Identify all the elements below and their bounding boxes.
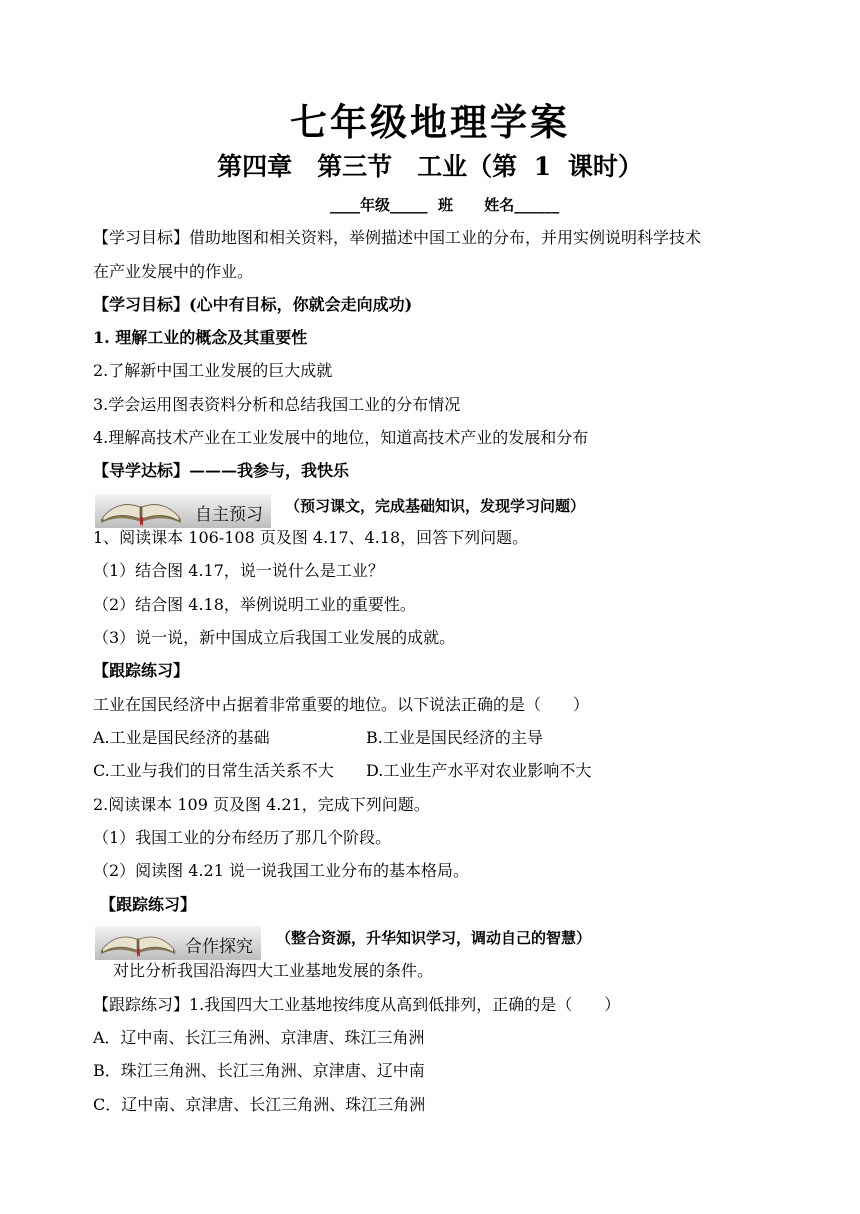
option-d: D.工业生产水平对农业影响不大 [366, 761, 592, 780]
chapter-subtitle: 第四章 第三节 工业（第 1 课时） [217, 152, 643, 181]
cooperation-banner [95, 926, 261, 960]
objective-item: 4.理解高技术产业在工业发展中的地位，知道高技术产业的发展和分布 [93, 428, 589, 447]
student-info-line: ____年级_____ 班 姓名______ [330, 196, 560, 214]
practice-heading: 【跟踪练习】 [93, 661, 190, 680]
learning-goal-line-1: 【学习目标】借助地图和相关资料，举例描述中国工业的分布，并用实例说明科学技术 [93, 228, 702, 247]
option-c: C.工业与我们的日常生活关系不大 [93, 761, 334, 780]
answer-option: C．辽中南、京津唐、长江三角洲、珠江三角洲 [93, 1095, 426, 1114]
page-title: 七年级地理学案 [290, 100, 570, 144]
self-study-note: （预习课文，完成基础知识，发现学习问题） [285, 497, 586, 515]
question-item: （2）结合图 4.18，举例说明工业的重要性。 [93, 595, 416, 614]
objective-item [93, 328, 307, 348]
cooperation-label: 合作探究 [185, 937, 253, 957]
question-item: （1）结合图 4.17，说一说什么是工业？ [93, 561, 384, 580]
question-item: （1）我国工业的分布经历了那几个阶段。 [93, 828, 392, 847]
guide-heading: 【导学达标】———我参与，我快乐 [93, 461, 350, 480]
practice-question: 工业在国民经济中占据着非常重要的地位。以下说法正确的是（ ） [93, 695, 590, 714]
cooperation-task: 对比分析我国沿海四大工业基地发展的条件。 [113, 961, 434, 980]
objectives-heading: 【学习目标】(心中有目标，你就会走向成功) [93, 295, 413, 314]
reading-task-1: 1、阅读课本 106-108 页及图 4.17、4.18，回答下列问题。 [93, 528, 529, 547]
option-a [93, 728, 270, 748]
option-a-text: A.工业是国民经济的基础 [93, 728, 270, 747]
practice-heading: 【跟踪练习】 [100, 895, 197, 914]
answer-option: A．辽中南、长江三角洲、京津唐、珠江三角洲 [93, 1028, 425, 1047]
reading-task-2: 2.阅读课本 109 页及图 4.21，完成下列问题。 [93, 795, 430, 814]
learning-goal-line-2: 在产业发展中的作业。 [93, 262, 254, 281]
question-item: （3）说一说，新中国成立后我国工业发展的成就。 [93, 628, 456, 647]
open-book-icon [97, 927, 179, 959]
objective-item: 3.学会运用图表资料分析和总结我国工业的分布情况 [93, 395, 461, 414]
option-b: B.工业是国民经济的主导 [366, 728, 543, 747]
self-study-banner [95, 494, 271, 528]
open-book-icon [97, 495, 185, 527]
objective-item: 2.了解新中国工业发展的巨大成就 [93, 361, 333, 380]
cooperation-practice: 【跟踪练习】1.我国四大工业基地按纬度从高到低排列，正确的是（ ） [93, 995, 621, 1014]
self-study-label: 自主预习 [195, 505, 263, 525]
answer-option: B．珠江三角洲、长江三角洲、京津唐、辽中南 [93, 1061, 425, 1080]
question-item: （2）阅读图 4.21 说一说我国工业分布的基本格局。 [93, 861, 469, 880]
cooperation-note: （整合资源，升华知识学习，调动自己的智慧） [276, 929, 592, 947]
objective-text: 1. 理解工业的概念及其重要性 [93, 328, 308, 347]
